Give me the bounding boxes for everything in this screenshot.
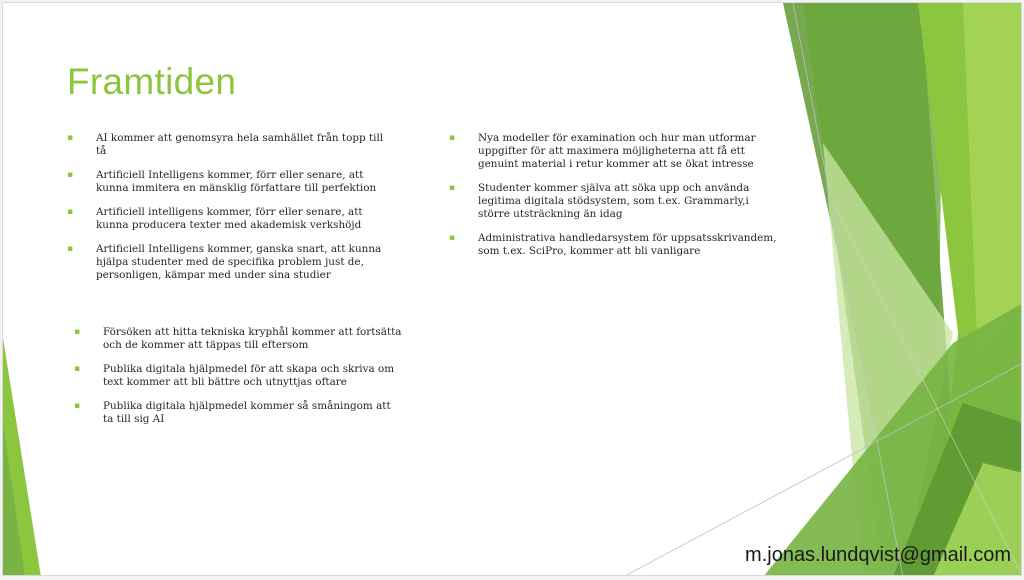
list-item: ▪ Artificiell intelligens kommer, förr eller senare, att kunna producera texter med akademisk verkshöjd <box>67 206 363 231</box>
bullet-icon: ▪ <box>449 233 456 243</box>
bullet-icon: ▪ <box>74 327 81 337</box>
bullet-icon: ▪ <box>67 244 74 254</box>
list-item: ▪ Nya modeller för examination och hur man utformar uppgifter för att maximera möjligheterna att få ett genuint material i retur kommer att se ökat intresse <box>449 132 756 170</box>
list-item: ▪ Publika digitala hjälpmedel kommer så småningom att ta till sig AI <box>74 400 391 425</box>
list-item: ▪ Försöken att hitta tekniska kryphål kommer att fortsätta och de kommer att täppas till eftersom <box>74 326 402 351</box>
bullet-list-left <box>67 132 396 293</box>
bullet-icon: ▪ <box>449 133 456 143</box>
list-item: ▪ AI kommer att genomsyra hela samhället från topp till tå <box>67 132 384 157</box>
bullet-list-bottom <box>74 326 403 437</box>
slide <box>2 2 1022 576</box>
list-item: ▪ Administrativa handledarsystem för uppsatsskrivandem, som t.ex. SciPro, kommer att bli vanligare <box>449 232 777 257</box>
bullet-icon: ▪ <box>74 364 81 374</box>
bullet-icon: ▪ <box>449 183 456 193</box>
bullet-list-right <box>449 132 778 269</box>
bullet-icon: ▪ <box>67 133 74 143</box>
list-item: ▪ Publika digitala hjälpmedel för att skapa och skriva om text kommer att bli bättre och utnyttjas oftare <box>74 363 395 388</box>
list-item: ▪ Artificiell Intelligens kommer, förr eller senare, att kunna immitera en mänsklig författare till perfektion <box>67 169 377 194</box>
bullet-icon: ▪ <box>74 401 81 411</box>
bullet-icon: ▪ <box>67 207 74 217</box>
list-item: ▪ Studenter kommer själva att söka upp och använda legitima digitala stödsystem, som t.ex. Grammarly,i större utsträckning än idag <box>449 182 750 220</box>
slide-title: Framtiden <box>67 61 237 102</box>
contact-email: m.jonas.lundqvist@gmail.com <box>745 544 1011 566</box>
list-item: ▪ Artificiell Intelligens kommer, ganska snart, att kunna hjälpa studenter med de specifika problem just de, personligen, kämpar med under sina studier <box>67 243 382 281</box>
bullet-icon: ▪ <box>67 170 74 180</box>
